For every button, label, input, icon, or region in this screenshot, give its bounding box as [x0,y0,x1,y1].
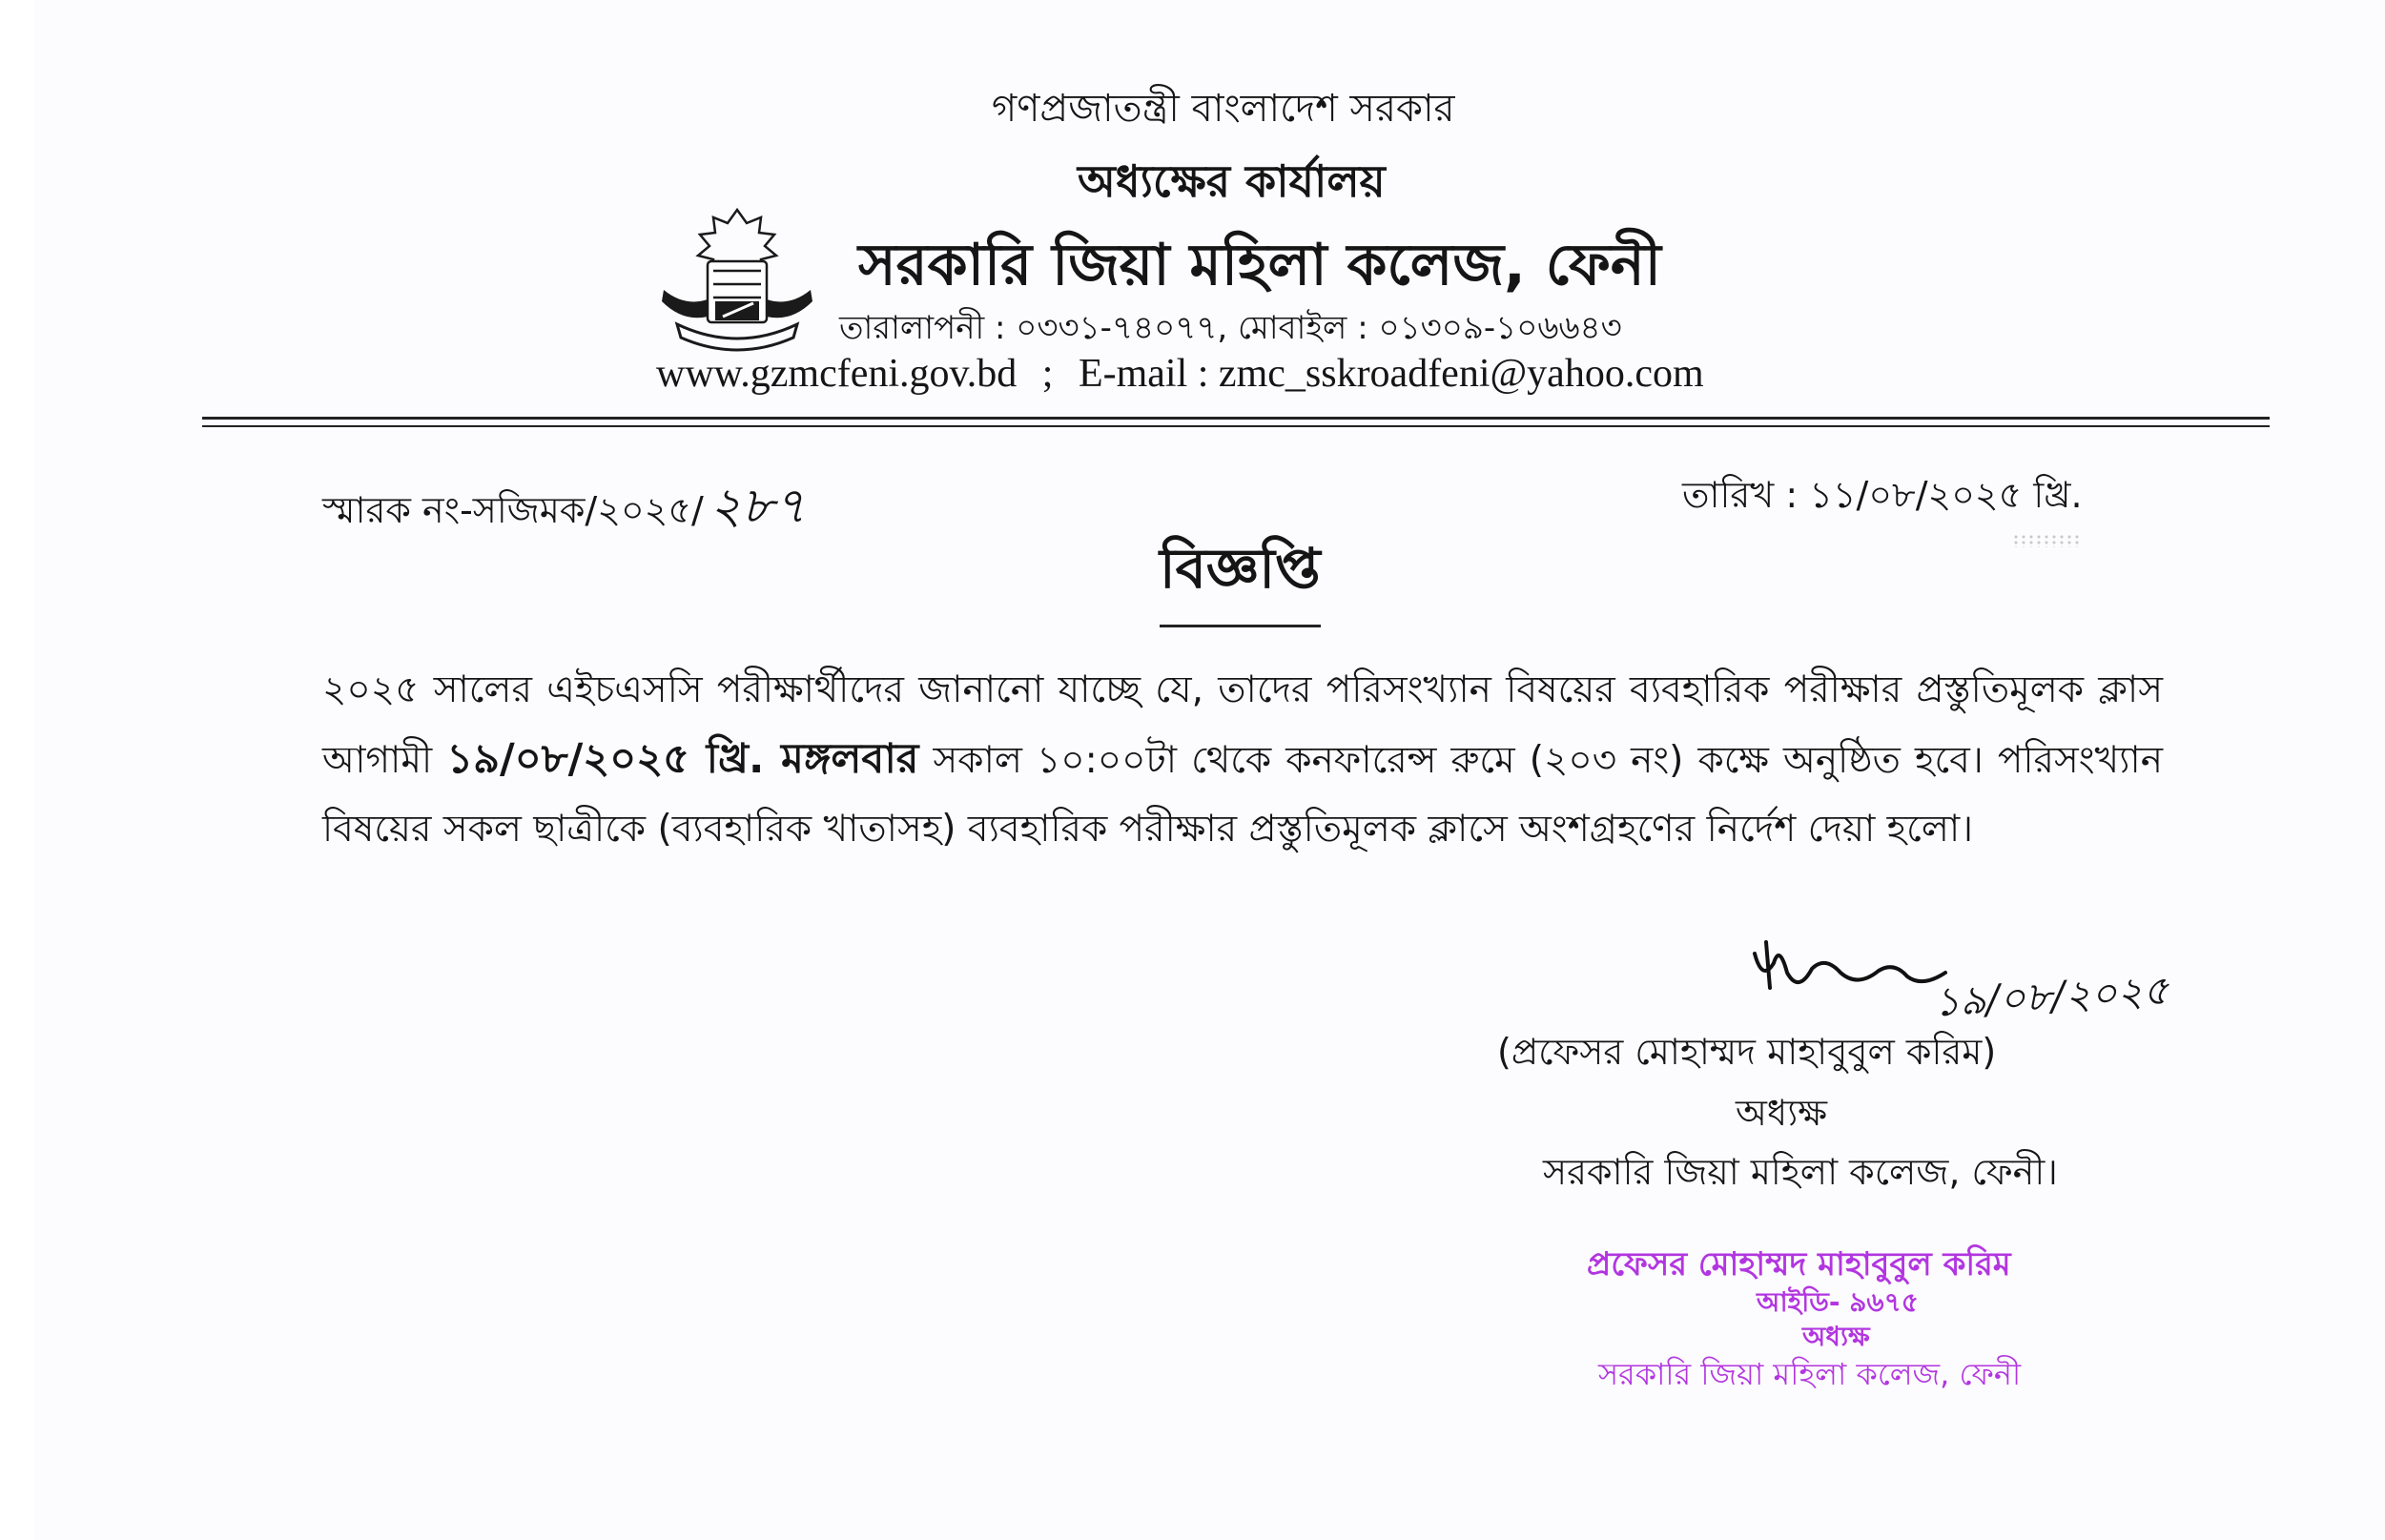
notice-body [322,656,2163,864]
memo-number [322,467,806,550]
stamp-name: প্রফেসর মোহাম্মদ মাহাবুবুল করিম [1587,1245,2011,1283]
memo-handwritten-number: ২৮৭ [709,478,807,535]
issue-date: তারিখ : ১১/০৮/২০২৫ খ্রি. [1682,474,2083,516]
body-text-part1: ২০২৫ সালের এইচএসসি পরীক্ষার্থীদের জানানো যাচ্ছে যে, তাদের পরিসংখ্যান বিষয়ের ব্যবহারিক পরীক্ষার প্রস্তুতিমূলক ক্লাস আগামী [322,668,2163,782]
notice-title: বিজ্ঞপ্তি [1160,526,1321,627]
stamp-id: আইডি- ৯৬৭৫ [1757,1286,1919,1318]
handwritten-signature-icon [1745,934,1955,1011]
email-link[interactable]: E-mail : zmc_sskroadfeni@yahoo.com [1078,352,1704,396]
government-name: গণপ্রজাতন্ত্রী বাংলাদেশ সরকার [992,87,1455,131]
header-divider [202,417,2270,420]
web-contact-line [656,351,1704,397]
separator: ; [1041,352,1054,396]
class-date-highlight: ১৯/০৮/২০২৫ খ্রি. মঙ্গলবার [446,735,919,783]
signature-date: ১৯/০৮/২০২৫ [1932,966,2170,1026]
signatory-title: অধ্যক্ষ [1736,1092,1828,1134]
body-text-part2: সকাল ১০:০০টা থেকে কনফারেন্স রুমে (২০৩ নং) কক্ষে অনুষ্ঠিত হবে। পরিসংখ্যান বিষয়ের সকল ছাত্রীকে (ব্যবহারিক খাতাসহ) ব্যবহারিক পরীক্ষার প্রস্তুতিমূলক ক্লাসে অংশগ্রহণের নির্দেশ দেয়া হলো। [322,739,2163,851]
header-divider-secondary [202,425,2270,427]
stamp-college: সরকারি জিয়া মহিলা কলেজ, ফেনী [1598,1356,2022,1392]
signatory-college: সরকারি জিয়া মহিলা কলেজ, ফেনী। [1543,1151,2058,1193]
website-link[interactable]: www.gzmcfeni.gov.bd [656,352,1018,396]
scan-noise [2012,534,2079,547]
office-name: অধ্যক্ষের কার্যালয় [1078,155,1386,207]
scan-margin [0,0,34,1540]
college-name: সরকারি জিয়া মহিলা কলেজ, ফেনী [858,232,1661,298]
signatory-name: (প্রফেসর মোহাম্মদ মাহাবুবুল করিম) [1497,1031,1997,1073]
stamp-title: অধ্যক্ষ [1802,1321,1870,1352]
memo-label: স্মারক নং-সজিমক/২০২৫/ [322,489,704,531]
college-logo-icon [656,202,818,355]
contact-phone: তারালাপনী : ০৩৩১-৭৪০৭৭, মোবাইল : ০১৩০৯-১০৬৬৪৩ [839,309,1622,347]
